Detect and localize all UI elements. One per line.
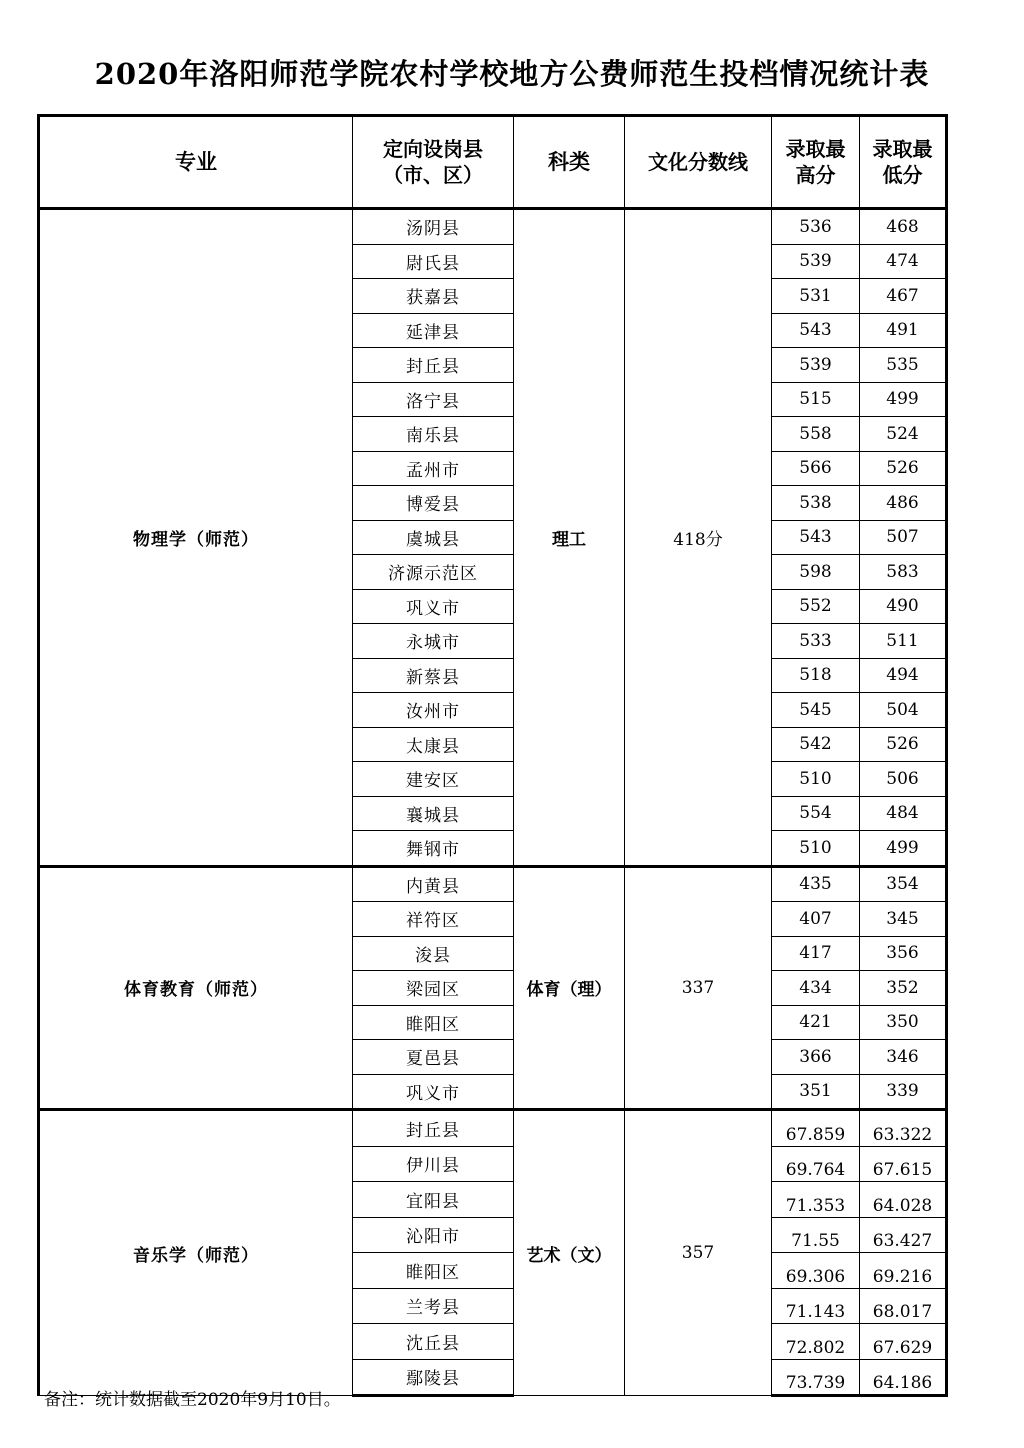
table-row <box>39 1110 947 1147</box>
min-score-cell: 64.028 <box>860 1182 947 1218</box>
max-score-cell: 435 <box>772 866 860 902</box>
max-score-cell: 533 <box>772 624 860 659</box>
county-cell: 祥符区 <box>353 902 514 937</box>
county-cell: 获嘉县 <box>353 279 514 314</box>
max-score-cell: 69.764 <box>772 1146 860 1182</box>
max-score-cell: 434 <box>772 971 860 1006</box>
header-max-score <box>772 116 860 209</box>
min-score-cell: 491 <box>860 313 947 348</box>
max-score-cell: 421 <box>772 1005 860 1040</box>
min-score-cell: 352 <box>860 971 947 1006</box>
county-cell: 汤阴县 <box>353 209 514 245</box>
header-major: 专业 <box>39 116 353 209</box>
max-score-cell: 417 <box>772 936 860 971</box>
max-score-cell: 71.143 <box>772 1288 860 1324</box>
county-cell: 睢阳区 <box>353 1253 514 1289</box>
max-score-cell: 67.859 <box>772 1110 860 1147</box>
min-score-cell: 474 <box>860 244 947 279</box>
min-score-cell: 494 <box>860 658 947 693</box>
county-cell: 南乐县 <box>353 417 514 452</box>
score-line-cell: 337 <box>625 866 772 1110</box>
footnote: 备注：统计数据截至2020年9月10日。 <box>44 1390 341 1410</box>
max-score-cell: 539 <box>772 244 860 279</box>
min-score-cell: 63.322 <box>860 1110 947 1147</box>
min-score-cell: 69.216 <box>860 1253 947 1289</box>
county-cell: 巩义市 <box>353 589 514 624</box>
county-cell: 洛宁县 <box>353 382 514 417</box>
table-header-row <box>39 116 947 209</box>
county-cell: 济源示范区 <box>353 555 514 590</box>
county-cell: 封丘县 <box>353 348 514 383</box>
county-cell: 伊川县 <box>353 1146 514 1182</box>
max-score-cell: 552 <box>772 589 860 624</box>
max-score-cell: 515 <box>772 382 860 417</box>
header-county <box>353 116 514 209</box>
max-score-cell: 73.739 <box>772 1359 860 1396</box>
max-score-cell: 71.55 <box>772 1217 860 1253</box>
min-score-cell: 507 <box>860 520 947 555</box>
min-score-cell: 499 <box>860 382 947 417</box>
major-cell: 体育教育（师范） <box>39 866 353 1110</box>
min-score-cell: 64.186 <box>860 1359 947 1396</box>
county-cell: 建安区 <box>353 762 514 797</box>
max-score-cell: 543 <box>772 520 860 555</box>
header-score-line: 文化分数线 <box>625 116 772 209</box>
table-row <box>39 209 947 245</box>
min-score-cell: 339 <box>860 1074 947 1110</box>
county-cell: 睢阳区 <box>353 1005 514 1040</box>
score-line-cell: 357 <box>625 1110 772 1396</box>
min-score-cell: 484 <box>860 796 947 831</box>
county-cell: 内黄县 <box>353 866 514 902</box>
max-score-cell: 558 <box>772 417 860 452</box>
max-score-cell: 518 <box>772 658 860 693</box>
county-cell: 襄城县 <box>353 796 514 831</box>
county-cell: 沁阳市 <box>353 1217 514 1253</box>
min-score-cell: 486 <box>860 486 947 521</box>
min-score-cell: 524 <box>860 417 947 452</box>
max-score-cell: 554 <box>772 796 860 831</box>
max-score-cell: 543 <box>772 313 860 348</box>
max-score-cell: 542 <box>772 727 860 762</box>
min-score-cell: 468 <box>860 209 947 245</box>
table-row <box>39 866 947 902</box>
min-score-cell: 354 <box>860 866 947 902</box>
min-score-cell: 583 <box>860 555 947 590</box>
county-cell: 梁园区 <box>353 971 514 1006</box>
header-category: 科类 <box>514 116 625 209</box>
county-cell: 浚县 <box>353 936 514 971</box>
min-score-cell: 511 <box>860 624 947 659</box>
max-score-cell: 598 <box>772 555 860 590</box>
max-score-cell: 407 <box>772 902 860 937</box>
county-cell: 鄢陵县 <box>353 1359 514 1396</box>
min-score-cell: 504 <box>860 693 947 728</box>
major-cell: 物理学（师范） <box>39 209 353 867</box>
county-cell: 博爱县 <box>353 486 514 521</box>
max-score-cell: 69.306 <box>772 1253 860 1289</box>
county-cell: 汝州市 <box>353 693 514 728</box>
header-county-line2: （市、区） <box>383 163 483 187</box>
max-score-cell: 366 <box>772 1040 860 1075</box>
min-score-cell: 535 <box>860 348 947 383</box>
county-cell: 虞城县 <box>353 520 514 555</box>
county-cell: 巩义市 <box>353 1074 514 1110</box>
max-score-cell: 531 <box>772 279 860 314</box>
min-score-cell: 526 <box>860 727 947 762</box>
max-score-cell: 538 <box>772 486 860 521</box>
category-cell: 理工 <box>514 209 625 867</box>
min-score-cell: 63.427 <box>860 1217 947 1253</box>
min-score-cell: 68.017 <box>860 1288 947 1324</box>
max-score-cell: 72.802 <box>772 1324 860 1360</box>
max-score-cell: 536 <box>772 209 860 245</box>
county-cell: 兰考县 <box>353 1288 514 1324</box>
max-score-cell: 71.353 <box>772 1182 860 1218</box>
category-cell: 艺术（文） <box>514 1110 625 1396</box>
county-cell: 舞钢市 <box>353 831 514 867</box>
header-min-line1: 录取最 <box>872 137 933 161</box>
county-cell: 封丘县 <box>353 1110 514 1147</box>
county-cell: 太康县 <box>353 727 514 762</box>
min-score-cell: 346 <box>860 1040 947 1075</box>
min-score-cell: 526 <box>860 451 947 486</box>
county-cell: 宜阳县 <box>353 1182 514 1218</box>
score-line-cell: 418分 <box>625 209 772 867</box>
max-score-cell: 566 <box>772 451 860 486</box>
admission-table <box>37 114 948 1397</box>
min-score-cell: 356 <box>860 936 947 971</box>
county-cell: 夏邑县 <box>353 1040 514 1075</box>
min-score-cell: 499 <box>860 831 947 867</box>
header-min-line2: 低分 <box>882 163 923 187</box>
min-score-cell: 467 <box>860 279 947 314</box>
max-score-cell: 351 <box>772 1074 860 1110</box>
min-score-cell: 350 <box>860 1005 947 1040</box>
header-min-score <box>860 116 947 209</box>
county-cell: 延津县 <box>353 313 514 348</box>
county-cell: 尉氏县 <box>353 244 514 279</box>
min-score-cell: 490 <box>860 589 947 624</box>
max-score-cell: 510 <box>772 762 860 797</box>
header-county-line1: 定向设岗县 <box>383 137 483 161</box>
major-cell: 音乐学（师范） <box>39 1110 353 1396</box>
category-cell: 体育（理） <box>514 866 625 1110</box>
county-cell: 新蔡县 <box>353 658 514 693</box>
min-score-cell: 345 <box>860 902 947 937</box>
page-title: 2020年洛阳师范学院农村学校地方公费师范生投档情况统计表 <box>94 57 930 91</box>
county-cell: 沈丘县 <box>353 1324 514 1360</box>
header-max-line1: 录取最 <box>785 137 846 161</box>
county-cell: 孟州市 <box>353 451 514 486</box>
max-score-cell: 545 <box>772 693 860 728</box>
min-score-cell: 67.629 <box>860 1324 947 1360</box>
max-score-cell: 510 <box>772 831 860 867</box>
min-score-cell: 67.615 <box>860 1146 947 1182</box>
max-score-cell: 539 <box>772 348 860 383</box>
county-cell: 永城市 <box>353 624 514 659</box>
header-max-line2: 高分 <box>795 163 836 187</box>
min-score-cell: 506 <box>860 762 947 797</box>
